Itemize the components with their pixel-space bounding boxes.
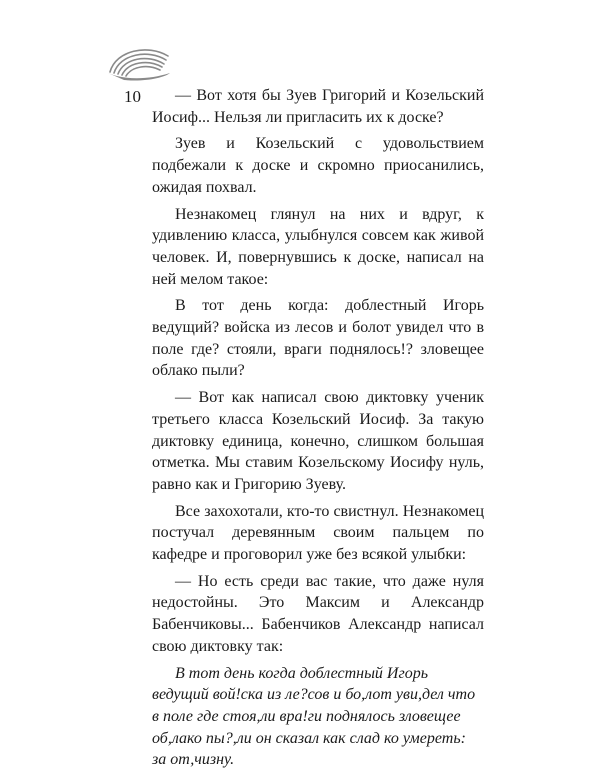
page-text-block [152,85,484,776]
paragraph: В тот день когда: доблестный Игорь ведущий? войска из лесов и болот увидел что в поле где? стояли, враги поднялось!? зловещее облако пыли? [152,297,484,380]
paragraph: — Вот хотя бы Зуев Григорий и Козельский Иосиф... Нельзя ли пригласить их к доске? [152,87,484,126]
paragraph: Зуев и Козельский с удовольствием подбежали к доске и скромно приосанились, ожидая похвал. [152,135,484,196]
paragraph: — Вот как написал свою диктовку ученик третьего класса Козельский Иосиф. За такую диктовку единица, конечно, слишком большая отметка. Мы ставим Козельскому Иосифу нуль, равно как и Григорию Зуеву. [152,389,484,493]
paragraph: Незнакомец глянул на них и вдруг, к удивлению класса, улыбнулся совсем как живой человек. И, повернувшись к доске, написал на ней мелом такое: [152,205,484,288]
paragraph: — Но есть среди вас такие, что даже нуля недостойны. Это Максим и Александр Бабенчиковы... Бабенчиков Александр написал свою диктовку так: [152,572,484,655]
paragraph: Все захохотали, кто-то свистнул. Незнакомец постучал деревянным своим пальцем по кафедре и проговорил уже без всякой улыбки: [152,502,484,564]
italic-paragraph: В тот день когда доблестный Игорь ведущий вой!ска из ле?сов и бо,лот уви,дел что в поле где стоя,ли вра!ги поднялось зловещее об,лако пы?,ли он сказал как слад ко умереть: за от,чизну. [152,664,476,769]
page-number: 10 [124,87,141,106]
shell-ornament-icon [104,40,176,82]
